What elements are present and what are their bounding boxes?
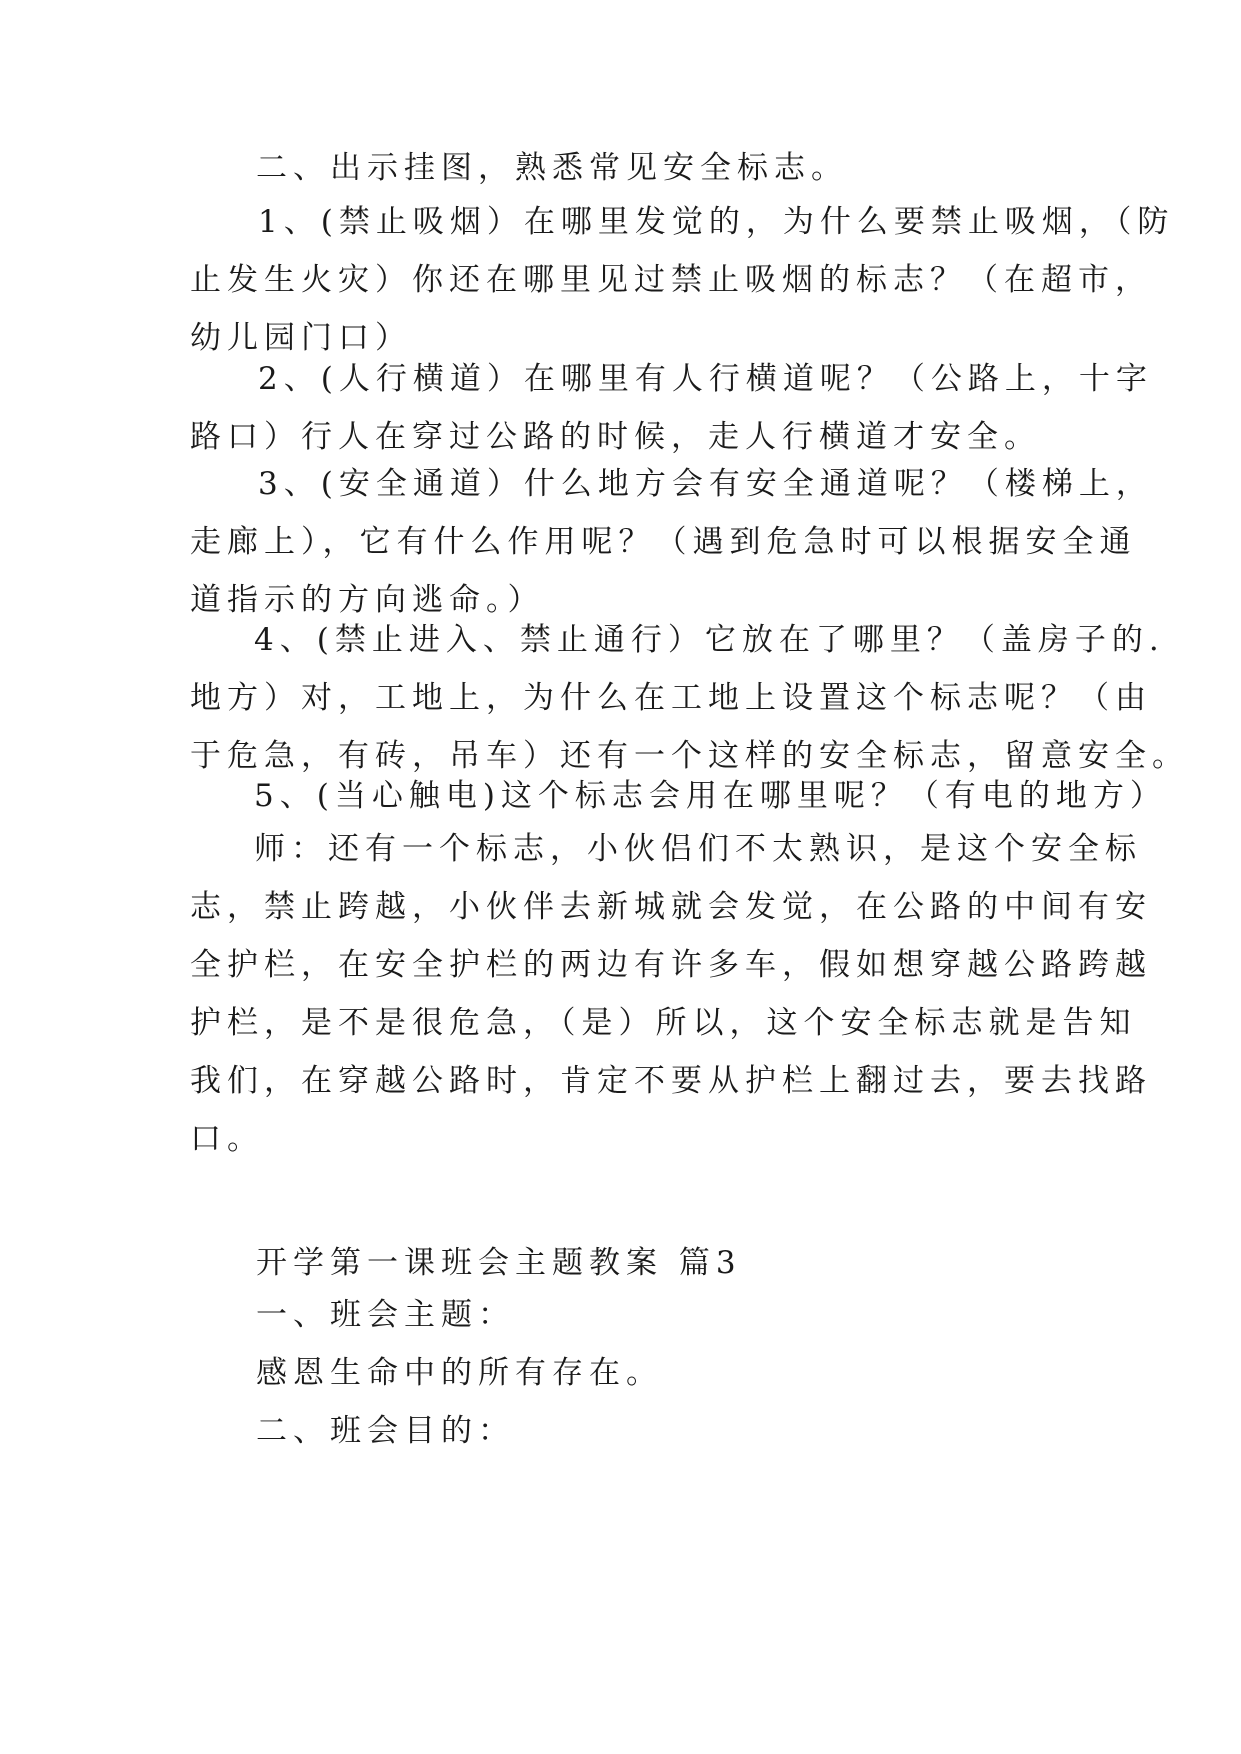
section-heading <box>256 139 1056 197</box>
paragraph-line: 道指示的方向逃命。） <box>190 582 545 618</box>
paragraph-line: 3、(安全通道）什么地方会有安全通道呢？（楼梯上， <box>258 466 1153 502</box>
paragraph-item-3 <box>190 455 1153 629</box>
paragraph-line: 路口）行人在穿过公路的时候，走人行横道才安全。 <box>190 419 1041 455</box>
paragraph-line: 2、(人行横道）在哪里有人行横道呢？（公路上，十字 <box>258 361 1153 397</box>
lesson-title-text: 开学第一课班会主题教案 篇3 <box>256 1245 742 1281</box>
paragraph-line: 5、(当心触电)这个标志会用在哪里呢？（有电的地方） <box>254 778 1167 814</box>
teacher-paragraph <box>190 820 1152 1168</box>
paragraph-item-2 <box>190 350 1153 466</box>
paragraph-item-1 <box>190 193 1175 367</box>
paragraph-line: 地方）对，工地上，为什么在工地上设置这个标志呢？（由 <box>190 680 1152 716</box>
paragraph-line: 师：还有一个标志，小伙侣们不太熟识，是这个安全标 <box>254 831 1142 867</box>
paragraph-line: 1、(禁止吸烟）在哪里发觉的，为什么要禁止吸烟，（防 <box>258 204 1175 240</box>
paragraph-item-4 <box>190 611 1189 785</box>
paragraph-line: 幼儿园门口） <box>190 320 412 356</box>
paragraph-line: 于危急，有砖，吊车）还有一个这样的安全标志，留意安全。 <box>190 738 1189 774</box>
paragraph-line: 全护栏，在安全护栏的两边有许多车，假如想穿越公路跨越 <box>190 947 1152 983</box>
lesson-outline <box>256 1286 1056 1460</box>
paragraph-line: 志，禁止跨越，小伙伴去新城就会发觉，在公路的中间有安 <box>190 889 1152 925</box>
section-heading-text: 二、出示挂图，熟悉常见安全标志。 <box>256 150 848 186</box>
paragraph-line: 口。 <box>190 1121 264 1157</box>
paragraph-item-5 <box>190 767 1167 825</box>
outline-line: 二、班会目的： <box>256 1413 515 1449</box>
lesson-title <box>256 1234 1056 1292</box>
paragraph-line: 走廊上），它有什么作用呢？（遇到危急时可以根据安全通 <box>190 524 1137 560</box>
outline-line: 感恩生命中的所有存在。 <box>256 1355 663 1391</box>
paragraph-line: 止发生火灾）你还在哪里见过禁止吸烟的标志？（在超市， <box>190 262 1152 298</box>
paragraph-line: 护栏，是不是很危急，（是）所以，这个安全标志就是告知 <box>190 1005 1137 1041</box>
paragraph-line: 我们，在穿越公路时，肯定不要从护栏上翻过去，要去找路 <box>190 1063 1152 1099</box>
paragraph-line: 4、(禁止进入、禁止通行）它放在了哪里？（盖房子的. <box>254 622 1165 658</box>
outline-line: 一、班会主题： <box>256 1297 515 1333</box>
